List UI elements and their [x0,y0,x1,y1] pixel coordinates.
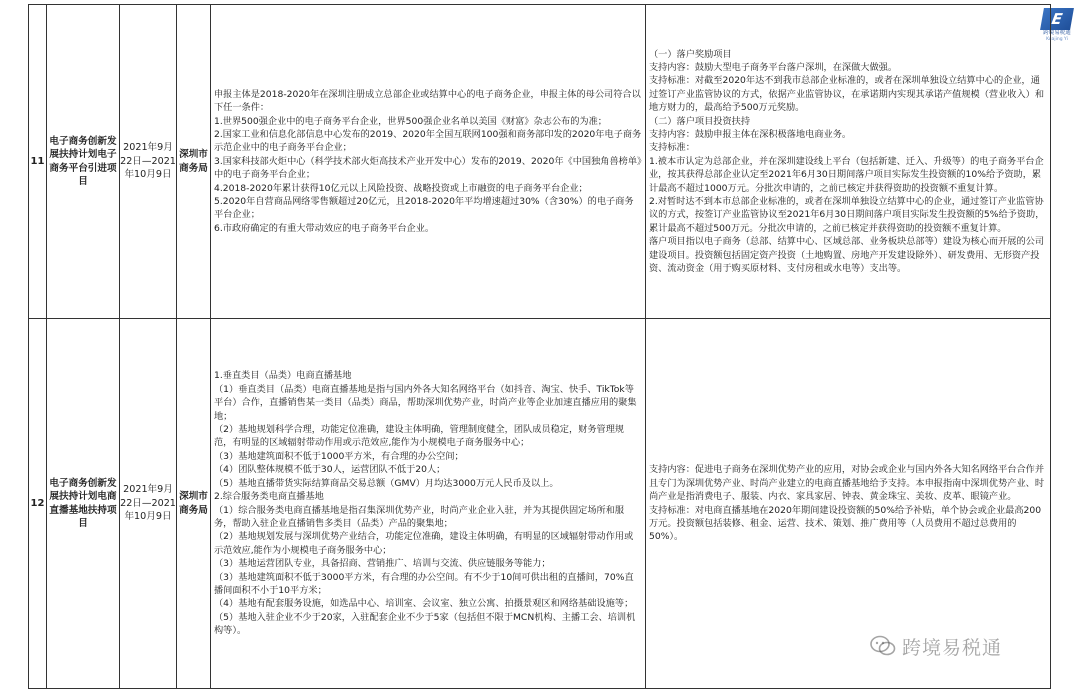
support-line: 支持标准： [649,142,695,154]
support-line: 落户项目指以电子商务（总部、结算中心、区域总部、业务板块总部等）建设为核心而开展的公司建设项目。投资额包括固定资产投资（土地购置、房地产开发建设除外）、研发费用、无形资产投资、流动资金（用于购买原材料、支付房租或水电等）支出等。 [649,236,1045,275]
condition-line: 1.世界500强企业中的电子商务平台企业，世界500强企业名单以美国《财富》杂志公布的为准； [214,115,607,127]
logo-mark: E [1040,8,1074,30]
condition-line: 5.2020年自营商品网络零售额超过20亿元，且2018-2020年平均增速超过30%（含30%）的电子商务平台企业； [214,196,634,221]
application-period: 2021年9月22日—2021年10月9日 [120,5,177,319]
condition-line: （3）基地建筑面积不低于1000平方米，有合理的办公空间； [214,450,464,462]
condition-line: （3）基地建筑面积不低于3000平方米，有合理的办公空间。有不少于10间可供出租的直播间，70%直播间面积不小于10平方米； [214,571,634,596]
condition-line: 2.国家工业和信息化部信息中心发布的2019、2020年全国互联网100强和商务部印发的2020年电子商务示范企业中的电子商务平台企业； [214,128,642,154]
condition-line: （1）垂直类目（品类）电商直播基地是指与国内外各大知名网络平台（如抖音、淘宝、快手、TikTok等平台）合作，直播销售某一类目（品类）商品，帮助深圳优势产业，时尚产业等企业加速直播应用的聚集地； [214,383,637,422]
support-line: 2.对暂时达不到本市总部企业标准的，或者在深圳单独设立结算中心的企业，通过签订产业监管协议的方式，按签订产业监管协议至2021年6月30日期间落户项目实际发生投资额的5%给予资助，累计最高不超过500万元。分批次申请的，之前已核定并获得资助的投资额不重复计算。 [649,196,1045,234]
policy-table [28,4,1051,689]
support-line: 支持标准：对截至2020年达不到我市总部企业标准的，或者在深圳单独设立结算中心的企业，通过签订产业监管协议的方式，依据产业监管协议，在承诺期内实现其承诺产值规模（营业收入）和地方财力的，最高给予500万元奖励。 [649,75,1045,114]
eligibility-conditions [211,319,646,689]
eligibility-conditions [211,5,646,319]
condition-line: （2）基地规划发展与深圳优势产业结合，功能定位准确，建设主体明确，有明显的区域辐射带动作用或示范效应,能作为小规模电子商务服务中心； [214,531,634,556]
application-period: 2021年9月22日—2021年10月9日 [120,319,177,689]
project-name: 电子商务创新发展扶持计划电子商务平台引进项目 [47,5,120,319]
support-line: 支持内容：鼓励申报主体在深积极落地电商业务。 [649,128,852,140]
condition-line: 4.2018-2020年累计获得10亿元以上风险投资、战略投资或上市融资的电子商务平台企业； [214,182,588,194]
table-row [29,5,1051,319]
department: 深圳市商务局 [177,5,211,319]
condition-line: （1）综合服务类电商直播基地是指召集深圳优势产业，时尚产业企业入驻，并为其提供固定场所和服务，帮助入驻企业直播销售多类目（品类）产品的聚集地； [214,504,625,529]
wechat-icon [870,635,896,657]
support-line: （二）落户项目投资扶持 [649,115,751,127]
watermark-text: 跨境易税通 [902,636,1003,659]
condition-line: （4）基地有配套服务设施，如选品中心、培训室、会议室、独立公寓、拍摄景观区和网络基础设施等； [214,598,634,610]
logo-text: 跨境易税通 [1043,30,1071,36]
support-line: 支持内容：促进电子商务在深圳优势产业的应用，对协会或企业与国内外各大知名网络平台合作并且专门为深圳优势产业、时尚产业建立的电商直播基地给予支持。本申报指南中深圳优势产业、时尚产业是指消费电子、服装、内衣、家具家居、钟表、黄金珠宝、美妆、皮革、眼镜产业。 [649,464,1045,503]
condition-line: （4）团队整体规模不低于30人，运营团队不低于20人； [214,464,446,476]
logo-subtext: Kuajing Yi [1046,37,1068,42]
row-number: 11 [29,5,47,319]
support-line: 支持内容：鼓励大型电子商务平台落户深圳，在深做大做强。 [649,61,898,73]
condition-line: （5）基地入驻企业不少于20家，入驻配套企业不少于5家（包括但不限于MCN机构、主播工会、培训机构等）。 [214,611,636,637]
department: 深圳市商务局 [177,319,211,689]
support-content [646,5,1051,319]
condition-line: 申报主体是2018-2020年在深圳注册成立总部企业或结算中心的电子商务企业，申报主体的母公司符合以下任一条件： [214,88,641,114]
table-row [29,319,1051,689]
row-number: 12 [29,319,47,689]
project-name: 电子商务创新发展扶持计划电商直播基地扶持项目 [47,319,120,689]
condition-line: 1.垂直类目（品类）电商直播基地 [214,370,352,382]
support-line: （一）落户奖励项目 [649,48,732,60]
support-line: 1.被本市认定为总部企业，并在深圳建设线上平台（包括新建、迁入、升级等）的电子商务平台企业，按其获得总部企业认定至2021年6月30日期间落户项目实际发生投资额的10%给予资助，累计最高不超过1000万元。分批次申请的，之前已核定并获得资助的投资额不重复计算。 [649,155,1044,194]
condition-line: 3.国家科技部火炬中心（科学技术部火炬高技术产业开发中心）发布的2019、2020年《中国独角兽榜单》中的电子商务平台企业； [214,155,642,181]
condition-line: （3）基地运营团队专业，具备招商、营销推广、培训与交流、供应链服务等能力； [214,558,551,570]
condition-line: （2）基地规划科学合理，功能定位准确，建设主体明确，管理制度健全，团队成员稳定，财务管理规范，有明显的区域辐射带动作用或示范效应,能作为小规模电子商务服务中心； [214,424,625,449]
condition-line: （5）基地直播带货实际结算商品交易总额（GMV）月均达3000万元人民币及以上。 [214,477,559,489]
watermark [870,634,1002,658]
support-line: 支持标准：对电商直播基地在2020年期间建设投资额的50%给予补贴，单个协会或企业最高200万元。投资额包括装修、租金、运营、技术、策划、推广费用等（人员费用不超过总费用的50%）。 [649,504,1042,543]
condition-line: 2.综合服务类电商直播基地 [214,491,324,503]
condition-line: 6.市政府确定的有重大带动效应的电子商务平台企业。 [214,222,435,234]
